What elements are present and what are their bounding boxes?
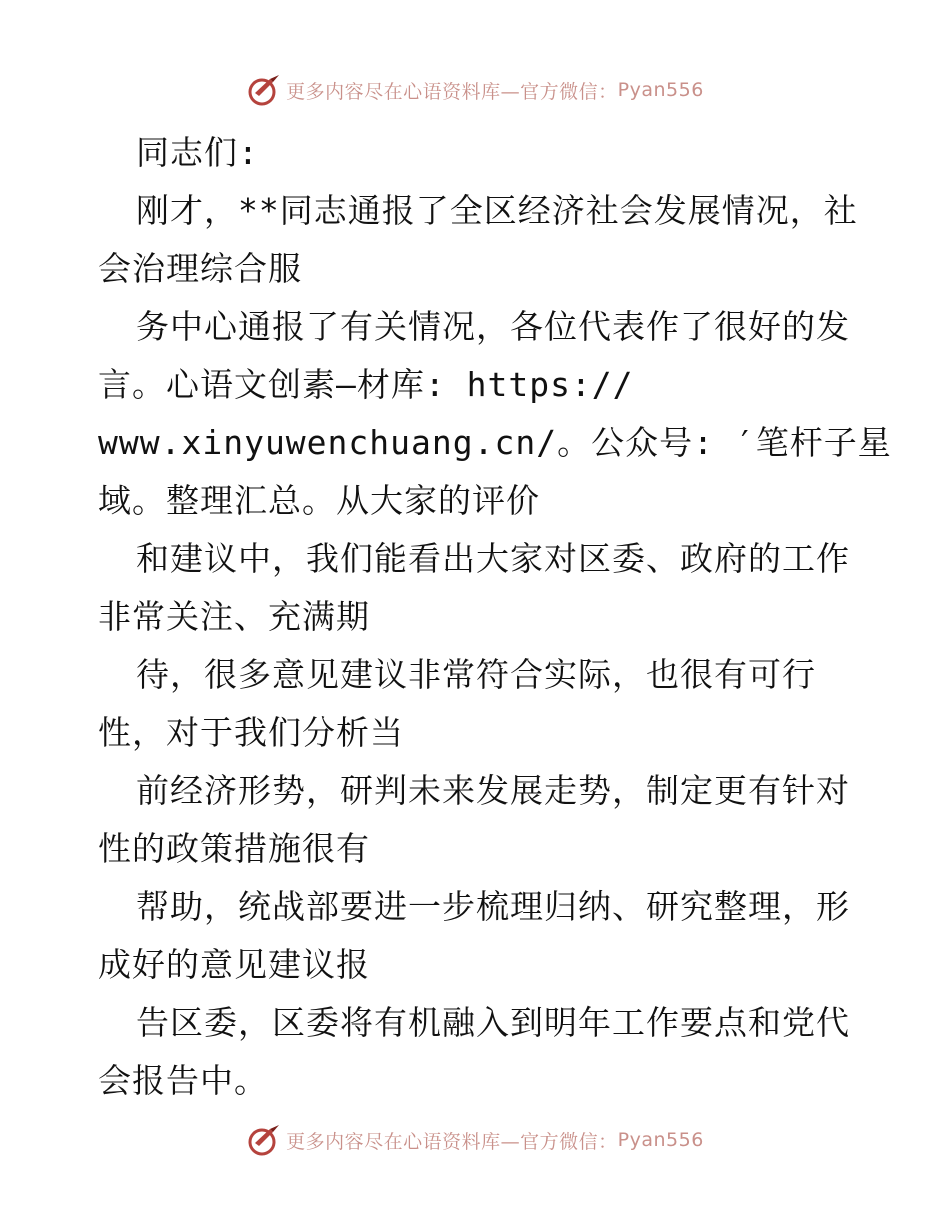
text-line: 性，对于我们分析当 xyxy=(98,713,404,752)
text-line: 成好的意见建议报 xyxy=(98,945,370,984)
text-line: 告区委，区委将有机融入到明年工作要点和党代 xyxy=(136,1003,850,1042)
text-line: 性的政策措施很有 xyxy=(98,829,370,868)
footer-banner-wechat: Pyan556 xyxy=(617,1129,704,1151)
footer-banner-text: 更多内容尽在心语资料库—官方微信： xyxy=(286,1130,618,1153)
text-line: 帮助，统战部要进一步梳理归纳、研究整理，形 xyxy=(136,887,850,926)
quill-logo-icon xyxy=(246,73,282,107)
text-line: 言。心语文创素—材库: https:// xyxy=(98,365,634,404)
text-line: 同志们: xyxy=(136,133,259,172)
quill-logo-icon xyxy=(246,1123,282,1157)
header-banner xyxy=(0,70,950,110)
text-line: 务中心通报了有关情况，各位代表作了很好的发 xyxy=(136,307,850,346)
text-line: 前经济形势，研判未来发展走势，制定更有针对 xyxy=(136,771,850,810)
text-line: 域。整理汇总。从大家的评价 xyxy=(98,481,540,520)
text-line: www.xinyuwenchuang.cn/。公众号: ′笔杆子星 xyxy=(98,423,892,462)
text-line: 和建议中，我们能看出大家对区委、政府的工作 xyxy=(136,539,850,578)
text-line: 待，很多意见建议非常符合实际，也很有可行 xyxy=(136,655,816,694)
header-banner-wechat: Pyan556 xyxy=(617,79,704,101)
text-line: 刚才，**同志通报了全区经济社会发展情况，社 xyxy=(136,191,858,230)
text-line: 会报告中。 xyxy=(98,1061,268,1100)
text-line: 会治理综合服 xyxy=(98,249,302,288)
footer-banner xyxy=(0,1120,950,1160)
text-line: 非常关注、充满期 xyxy=(98,597,370,636)
document-body xyxy=(98,124,892,1110)
header-banner-text: 更多内容尽在心语资料库—官方微信： xyxy=(286,80,618,103)
